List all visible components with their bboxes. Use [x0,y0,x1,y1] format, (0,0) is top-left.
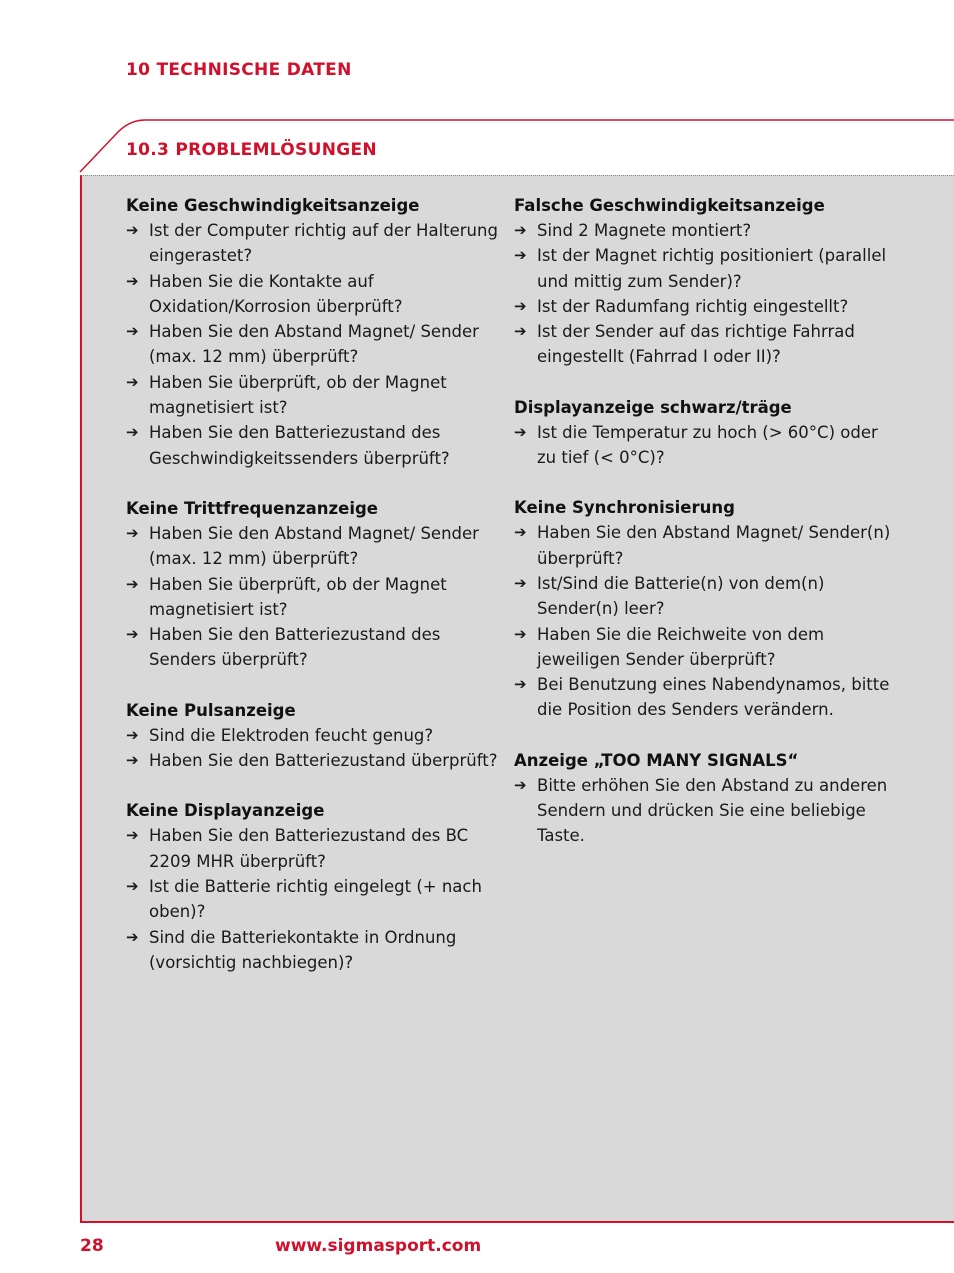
group-title: Displayanzeige schwarz/träge [514,397,792,417]
list-item: ➔ Bei Benutzung eines Nabendynamos, bitte die Position des Senders verändern. [514,672,894,723]
arrow-right-icon: ➔ [126,876,139,895]
arrow-right-icon: ➔ [126,625,139,644]
troubleshoot-group-speed [126,193,506,471]
arrow-right-icon: ➔ [514,624,527,643]
list-item: ➔ Sind die Batteriekontakte in Ordnung (vorsichtig nachbiegen)? [126,925,506,976]
list-item: ➔ Ist der Sender auf das richtige Fahrrad eingestellt (Fahrrad I oder II)? [514,319,894,370]
section-title: 10.3 PROBLEMLÖSUNGEN [126,140,377,160]
check-list [514,218,894,370]
group-title: Keine Synchronisierung [514,498,735,518]
arrow-right-icon: ➔ [126,826,139,845]
list-item: ➔ Haben Sie den Batteriezustand des Geschwindigkeitssenders überprüft? [126,420,506,471]
troubleshoot-group-sync [514,495,894,722]
troubleshoot-group-too-many-signals [514,748,894,849]
check-list [126,823,506,975]
troubleshoot-group-cadence [126,496,506,673]
list-item: ➔ Ist der Magnet richtig positioniert (parallel und mittig zum Sender)? [514,243,894,294]
list-item: ➔ Ist die Temperatur zu hoch (> 60°C) oder zu tief (< 0°C)? [514,420,894,471]
list-item: ➔ Haben Sie den Abstand Magnet/ Sender (max. 12 mm) überprüft? [126,319,506,370]
arrow-right-icon: ➔ [126,523,139,542]
left-column [126,193,506,1000]
troubleshoot-group-display [126,798,506,975]
arrow-right-icon: ➔ [514,322,527,341]
troubleshoot-group-pulse [126,698,506,774]
check-list [126,521,506,673]
group-title: Falsche Geschwindigkeitsanzeige [514,196,825,215]
group-title: Keine Geschwindigkeitsanzeige [126,196,420,215]
list-item: ➔ Haben Sie die Reichweite von dem jeweiligen Sender überprüft? [514,622,894,673]
list-item: ➔ Haben Sie den Batteriezustand des Senders überprüft? [126,622,506,673]
website-link[interactable]: www.sigmasport.com [275,1236,482,1256]
troubleshoot-group-display-black [514,395,894,471]
right-column [514,193,894,874]
group-title: Anzeige „TOO MANY SIGNALS“ [514,750,799,770]
group-title: Keine Displayanzeige [126,801,325,821]
arrow-right-icon: ➔ [514,422,527,441]
arrow-right-icon: ➔ [126,574,139,593]
list-item: ➔ Haben Sie die Kontakte auf Oxidation/Korrosion überprüft? [126,269,506,320]
check-list [514,520,894,722]
check-list [514,773,894,849]
arrow-right-icon: ➔ [514,675,527,694]
list-item: ➔ Haben Sie den Abstand Magnet/ Sender (max. 12 mm) überprüft? [126,521,506,572]
arrow-right-icon: ➔ [126,927,139,946]
list-item: ➔ Bitte erhöhen Sie den Abstand zu anderen Sendern und drücken Sie eine beliebige Taste. [514,773,894,849]
group-title: Keine Pulsanzeige [126,700,296,720]
check-list [126,723,506,774]
chapter-heading: 10 TECHNISCHE DATEN [126,60,352,80]
check-list [514,420,894,471]
arrow-right-icon: ➔ [126,751,139,770]
list-item: ➔ Haben Sie überprüft, ob der Magnet magnetisiert ist? [126,370,506,421]
check-list [126,218,506,471]
page-number: 28 [80,1236,104,1256]
arrow-right-icon: ➔ [126,221,139,239]
arrow-right-icon: ➔ [126,271,139,290]
arrow-right-icon: ➔ [514,573,527,592]
arrow-right-icon: ➔ [126,372,139,391]
arrow-right-icon: ➔ [126,423,139,442]
arrow-right-icon: ➔ [126,322,139,341]
list-item: ➔ Ist der Radumfang richtig eingestellt? [514,294,894,319]
list-item: ➔ Ist der Computer richtig auf der Halterung eingerastet? [126,218,506,269]
group-title: Keine Trittfrequenzanzeige [126,498,378,518]
arrow-right-icon: ➔ [514,296,527,315]
arrow-right-icon: ➔ [514,775,527,794]
arrow-right-icon: ➔ [514,246,527,265]
arrow-right-icon: ➔ [514,523,527,542]
list-item: ➔ Haben Sie den Batteriezustand des BC 2209 MHR überprüft? [126,823,506,874]
list-item: ➔ Haben Sie den Abstand Magnet/ Sender(n) überprüft? [514,520,894,571]
list-item: ➔ Sind 2 Magnete montiert? [514,218,894,243]
list-item: ➔ Haben Sie überprüft, ob der Magnet magnetisiert ist? [126,572,506,623]
list-item: ➔ Haben Sie den Batteriezustand überprüft? [126,748,506,773]
list-item: ➔ Ist/Sind die Batterie(n) von dem(n) Sender(n) leer? [514,571,894,622]
troubleshoot-group-wrong-speed [514,193,894,370]
list-item: ➔ Sind die Elektroden feucht genug? [126,723,506,748]
arrow-right-icon: ➔ [126,725,139,744]
arrow-right-icon: ➔ [514,221,527,239]
list-item: ➔ Ist die Batterie richtig eingelegt (+ nach oben)? [126,874,506,925]
